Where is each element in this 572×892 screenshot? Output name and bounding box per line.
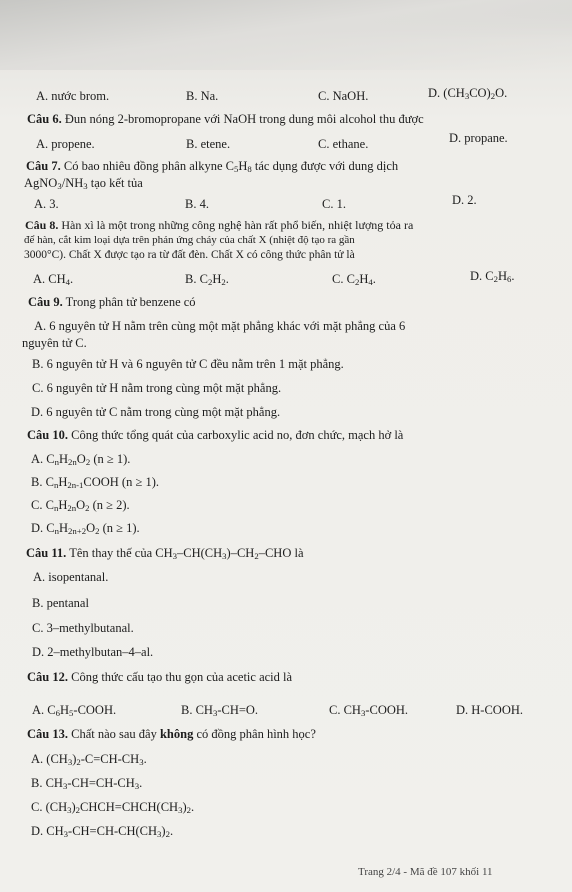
q10-stem: Câu 10. Công thức tổng quát của carboxylic acid no, đơn chức, mạch hở là (27, 428, 404, 442)
q12-option-b: B. $CH_3-CH=O$. (181, 703, 259, 718)
q13-option-d: D. $CH_3-CH=CH-CH(CH_3)_2$. (31, 824, 174, 839)
q6-option-c: C. ethane. (318, 137, 369, 151)
q13-stem: Câu 13. Chất nào sau đây không có đồng phân hình học? (27, 727, 316, 741)
q7-option-a: A. 3. (34, 197, 59, 211)
q9-stem: Câu 9. Trong phân tử benzene có (28, 295, 196, 309)
q8-option-b: B. $C_2H_2$. (185, 272, 229, 287)
q9-option-a-line1: A. 6 nguyên tử H nằm trên cùng một mặt phẳng khác với mặt phẳng của 6 (34, 319, 406, 333)
q7-stem-line1: Câu 7. Có bao nhiêu đồng phân alkyne $C_5H_8$ tác dụng được với dung dịch (26, 159, 399, 174)
q5-option-d: D. $(CH_3CO)_2O$. (428, 86, 508, 101)
q9-option-b: B. 6 nguyên tử H và 6 nguyên tử C đều nằm trên 1 mặt phẳng. (32, 357, 344, 371)
q11-option-d: D. 2–methylbutan–4–al. (32, 645, 154, 659)
q8-stem-line3: 3000°C). Chất X được tạo ra từ đất đèn. Chất X có công thức phân tử là (24, 249, 355, 261)
q12-option-d: D. H-COOH. (456, 703, 524, 717)
q5-option-c: C. NaOH. (318, 89, 369, 103)
q6-option-d: D. propane. (449, 131, 508, 145)
q5-option-b: B. Na. (186, 89, 219, 103)
q8-option-d: D. $C_2H_6$. (470, 269, 515, 284)
q7-option-d: D. 2. (452, 193, 477, 207)
q10-option-c: C. $C_nH_{2n}O_2$ (n ≥ 2). (31, 498, 130, 513)
q6-option-b: B. etene. (186, 137, 231, 151)
q6-stem: Câu 6. Đun nóng 2-bromopropane với NaOH trong dung môi alcohol thu được (27, 112, 424, 126)
q11-stem: Câu 11. Tên thay thế của $CH_3-CH(CH_3)-CH_2$–CHO là (26, 546, 304, 561)
q13-option-c: C. $(CH_3)_2CHCH=CHCH(CH_3)_2$. (31, 800, 195, 815)
q7-option-b: B. 4. (185, 197, 209, 211)
q9-option-a-line2: nguyên tử C. (22, 336, 87, 350)
q12-option-a: A. $C_6H_5$-COOH. (32, 703, 117, 718)
q7-option-c: C. 1. (322, 197, 346, 211)
q12-stem: Câu 12. Công thức cấu tạo thu gọn của acetic acid là (27, 670, 293, 684)
q12-option-c: C. $CH_3$-COOH. (329, 703, 409, 718)
q6-option-a: A. propene. (36, 137, 95, 151)
q11-option-a: A. isopentanal. (33, 570, 109, 584)
q8-option-a: A. $CH_4$. (33, 272, 74, 287)
q8-stem-line1: Câu 8. Hàn xì là một trong những công nghệ hàn rất phổ biến, nhiệt lượng tỏa ra (25, 218, 414, 232)
q11-option-c: C. 3–methylbutanal. (32, 621, 134, 635)
q11-option-b: B. pentanal (32, 596, 89, 610)
q10-option-d: D. $C_nH_{2n+2}O_2$ (n ≥ 1). (31, 521, 140, 536)
q13-option-b: B. $CH_3-CH=CH-CH_3$. (31, 776, 143, 791)
q13-option-a: A. $(CH_3)_2-C=CH-CH_3$. (31, 752, 147, 767)
q8-stem-line2: để hàn, cắt kim loại dựa trên phản ứng cháy của chất X (nhiệt độ tạo ra gần (24, 234, 355, 246)
page-footer: Trang 2/4 - Mã đề 107 khối 11 (358, 866, 493, 878)
q9-option-d: D. 6 nguyên tử C nằm trong cùng một mặt phẳng. (31, 405, 281, 419)
q10-option-a: A. $C_nH_{2n}O_2$ (n ≥ 1). (31, 452, 131, 467)
q7-stem-line2: $AgNO_3/NH_3$ tạo kết tủa (24, 176, 143, 191)
q9-option-c: C. 6 nguyên tử H nằm trong cùng một mặt phẳng. (32, 381, 282, 395)
q10-option-b: B. $C_nH_{2n-1}COOH$ (n ≥ 1). (31, 475, 159, 490)
q5-option-a: A. nước brom. (36, 89, 110, 103)
q8-option-c: C. $C_2H_4$. (332, 272, 376, 287)
